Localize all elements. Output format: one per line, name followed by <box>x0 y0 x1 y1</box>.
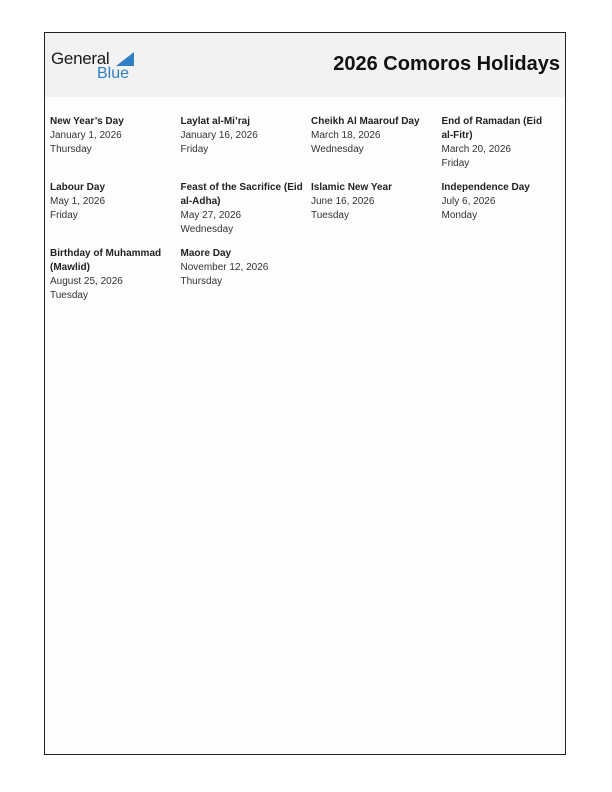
holiday-item <box>181 115 312 171</box>
holiday-item <box>50 115 181 171</box>
logo-text-general: General <box>51 49 110 68</box>
header <box>45 33 565 97</box>
page-title: 2026 Comoros Holidays <box>333 53 560 75</box>
holiday-name: End of Ramadan (Eid al-Fitr) <box>441 116 543 141</box>
holiday-date: March 20, 2026 <box>441 144 511 155</box>
holiday-date: May 27, 2026 <box>180 210 242 221</box>
holiday-name: Maore Day <box>180 248 232 259</box>
holiday-date: June 16, 2026 <box>311 196 375 207</box>
holiday-item <box>181 181 312 237</box>
holiday-name: Islamic New Year <box>311 182 392 193</box>
holiday-date: January 16, 2026 <box>180 130 258 141</box>
holiday-item <box>50 181 181 237</box>
holiday-item <box>442 181 562 237</box>
holiday-date: August 25, 2026 <box>50 276 123 287</box>
holiday-name: Birthday of Muhammad (Mawlid) <box>50 248 162 273</box>
holiday-name: Feast of the Sacrifice (Eid al-Adha) <box>180 182 303 207</box>
holiday-item <box>311 181 442 237</box>
holiday-name: Cheikh Al Maarouf Day <box>311 116 420 127</box>
holiday-name: Laylat al-Mi’raj <box>180 116 250 127</box>
holiday-date: November 12, 2026 <box>180 262 269 273</box>
holiday-item <box>311 115 442 171</box>
holiday-name: Labour Day <box>50 182 106 193</box>
holiday-weekday: Friday <box>441 158 470 169</box>
holiday-item <box>442 115 562 171</box>
holiday-date: July 6, 2026 <box>441 196 496 207</box>
holiday-name: New Year’s Day <box>50 116 124 127</box>
holiday-weekday: Monday <box>441 210 478 221</box>
holiday-name: Independence Day <box>441 182 530 193</box>
holiday-date: March 18, 2026 <box>311 130 381 141</box>
holiday-item <box>50 247 181 303</box>
holiday-weekday: Tuesday <box>311 210 349 221</box>
holiday-weekday: Friday <box>180 144 209 155</box>
holiday-grid <box>50 115 562 303</box>
logo-triangle-icon <box>116 52 134 66</box>
holiday-weekday: Thursday <box>180 276 223 287</box>
holiday-date: May 1, 2026 <box>50 196 106 207</box>
holiday-weekday: Wednesday <box>311 144 364 155</box>
holiday-weekday: Tuesday <box>50 290 88 301</box>
page-frame <box>44 32 566 755</box>
holiday-weekday: Thursday <box>50 144 92 155</box>
holiday-date: January 1, 2026 <box>50 130 122 141</box>
holiday-item <box>181 247 312 303</box>
generalblue-logo[interactable] <box>51 47 141 83</box>
holiday-weekday: Wednesday <box>180 224 234 235</box>
holiday-weekday: Friday <box>50 210 78 221</box>
logo-text-blue: Blue <box>97 65 130 82</box>
